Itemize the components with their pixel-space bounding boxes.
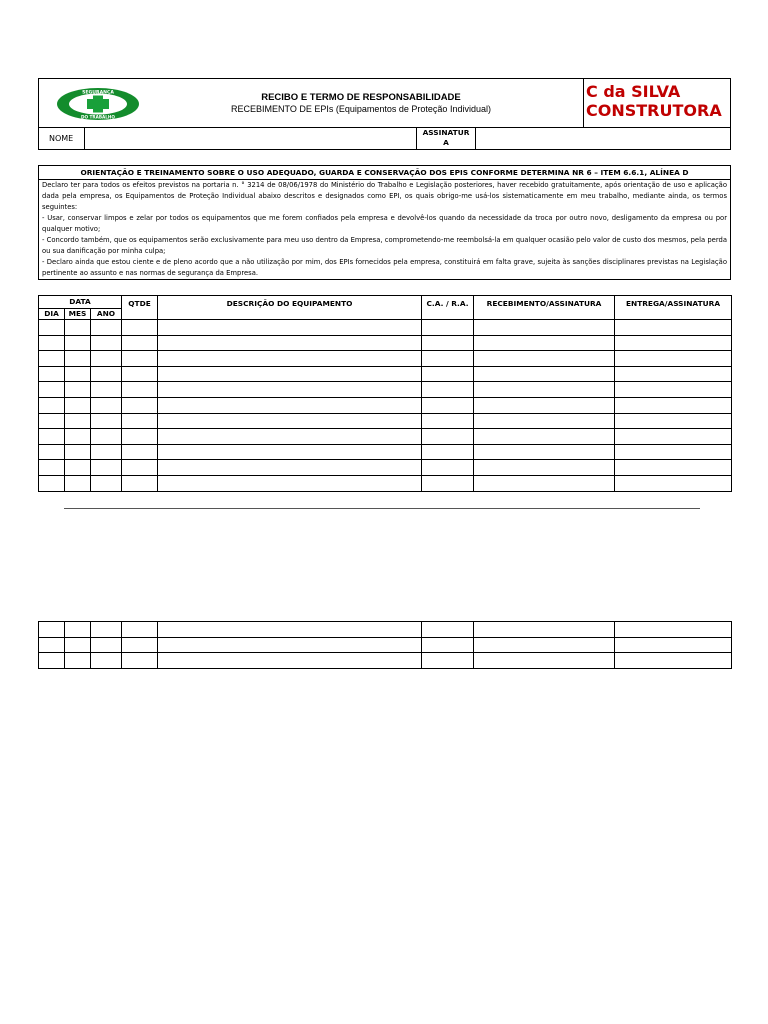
day-cell[interactable] [39,460,65,476]
description-header: DESCRIÇÃO DO EQUIPAMENTO [158,296,422,320]
ca-cell[interactable] [422,413,474,429]
year-cell[interactable] [91,366,122,382]
year-cell[interactable] [91,413,122,429]
receipt-signature-cell[interactable] [474,335,615,351]
table-row [39,637,732,653]
receipt-signature-cell[interactable] [474,413,615,429]
description-cell[interactable] [158,622,422,638]
year-cell[interactable] [91,637,122,653]
day-cell[interactable] [39,653,65,669]
receipt-header: RECEBIMENTO/ASSINATURA [474,296,615,320]
ca-cell[interactable] [422,460,474,476]
ca-header: C.A. / R.A. [422,296,474,320]
orientation-paragraph: - Usar, conservar limpos e zelar por todos os equipamentos que me forem confiados pela empresa e devolvê-los quando da necessidade da troca por outro novo, desligamento da empresa ou por qualquer motivo; [42,214,727,233]
qty-cell[interactable] [122,397,158,413]
ca-cell[interactable] [422,444,474,460]
year-cell[interactable] [91,335,122,351]
month-cell[interactable] [65,397,91,413]
form-header [38,78,731,128]
ca-cell[interactable] [422,622,474,638]
description-cell[interactable] [158,444,422,460]
ca-cell[interactable] [422,382,474,398]
month-cell[interactable] [65,335,91,351]
month-cell[interactable] [65,382,91,398]
month-cell[interactable] [65,413,91,429]
delivery-signature-cell[interactable] [615,320,732,336]
table-row [39,460,732,476]
year-cell[interactable] [91,397,122,413]
separator-line [64,508,700,509]
day-cell[interactable] [39,397,65,413]
qty-cell[interactable] [122,622,158,638]
delivery-signature-cell[interactable] [615,366,732,382]
month-cell[interactable] [65,444,91,460]
year-cell[interactable] [91,444,122,460]
orientation-box [38,165,731,280]
table-row [39,397,732,413]
description-cell[interactable] [158,429,422,445]
logo-bottom-text: DO TRABALHO [81,114,115,120]
delivery-signature-cell[interactable] [615,653,732,669]
month-cell[interactable] [65,320,91,336]
year-cell[interactable] [91,653,122,669]
ca-cell[interactable] [422,397,474,413]
delivery-signature-cell[interactable] [615,622,732,638]
description-cell[interactable] [158,351,422,367]
table-row [39,653,732,669]
day-cell[interactable] [39,335,65,351]
ca-cell[interactable] [422,320,474,336]
orientation-text [39,180,730,279]
day-cell[interactable] [39,382,65,398]
description-cell[interactable] [158,320,422,336]
delivery-signature-cell[interactable] [615,637,732,653]
form-subtitle: RECEBIMENTO DE EPIs (Equipamentos de Proteção Individual) [231,104,491,114]
delivery-signature-cell[interactable] [615,382,732,398]
ca-cell[interactable] [422,429,474,445]
receipt-signature-cell[interactable] [474,653,615,669]
month-cell[interactable] [65,366,91,382]
logo-cell [39,79,139,127]
receipt-signature-cell[interactable] [474,622,615,638]
delivery-signature-cell[interactable] [615,397,732,413]
delivery-signature-cell[interactable] [615,351,732,367]
month-header: MES [65,309,91,320]
delivery-signature-cell[interactable] [615,460,732,476]
month-cell[interactable] [65,460,91,476]
signature-label: ASSINATUR A [422,128,470,147]
qty-cell[interactable] [122,475,158,491]
receipt-signature-cell[interactable] [474,429,615,445]
qty-cell[interactable] [122,429,158,445]
day-cell[interactable] [39,413,65,429]
orientation-title: ORIENTAÇÃO E TREINAMENTO SOBRE O USO ADEQUADO, GUARDA E CONSERVAÇÃO DOS EPIS CONFORME DETERMINA NR 6 – ITEM 6.6.1, ALÍNEA D [39,166,730,180]
ca-cell[interactable] [422,653,474,669]
day-cell[interactable] [39,351,65,367]
year-cell[interactable] [91,460,122,476]
day-cell[interactable] [39,637,65,653]
equipment-table-continued [38,621,732,669]
year-cell[interactable] [91,475,122,491]
year-cell[interactable] [91,382,122,398]
form-title: RECIBO E TERMO DE RESPONSABILIDADE [261,92,461,103]
company-name [583,79,731,127]
receipt-signature-cell[interactable] [474,351,615,367]
qty-cell[interactable] [122,444,158,460]
ca-cell[interactable] [422,366,474,382]
delivery-signature-cell[interactable] [615,475,732,491]
table-row [39,351,732,367]
name-field[interactable] [85,128,415,149]
orientation-paragraph: - Concordo também, que os equipamentos serão exclusivamente para meu uso dentro da Empresa, comprometendo-me reembolsá-la em qualquer ocasião pelo valor de custo dos mesmos, pela perda ou sua danificação por minha culpa; [42,236,727,255]
receipt-signature-cell[interactable] [474,444,615,460]
day-cell[interactable] [39,444,65,460]
table-row [39,444,732,460]
receipt-signature-cell[interactable] [474,475,615,491]
day-cell[interactable] [39,429,65,445]
delivery-signature-cell[interactable] [615,444,732,460]
qty-cell[interactable] [122,366,158,382]
ca-cell[interactable] [422,475,474,491]
name-signature-row [38,127,731,150]
table-row [39,475,732,491]
ca-cell[interactable] [422,335,474,351]
qty-cell[interactable] [122,413,158,429]
receipt-signature-cell[interactable] [474,382,615,398]
receipt-signature-cell[interactable] [474,460,615,476]
receipt-signature-cell[interactable] [474,366,615,382]
delivery-signature-cell[interactable] [615,335,732,351]
safety-logo [56,87,140,121]
month-cell[interactable] [65,429,91,445]
qty-cell[interactable] [122,335,158,351]
qty-cell[interactable] [122,382,158,398]
table-row [39,335,732,351]
date-header: DATA [39,296,122,309]
qty-cell[interactable] [122,460,158,476]
table-row [39,622,732,638]
month-cell[interactable] [65,653,91,669]
ca-cell[interactable] [422,351,474,367]
logo-top-text: SEGURANÇA [82,90,114,96]
qty-cell[interactable] [122,351,158,367]
ca-cell[interactable] [422,637,474,653]
orientation-paragraph: - Declaro ainda que estou ciente e de pleno acordo que a não utilização por mim, dos EPIs fornecidos pela empresa, constituirá em falta grave, sujeita às sanções disciplinares previstas na Legislação pertinente ao assunto e nas normas de segurança da Empresa. [42,258,727,277]
delivery-signature-cell[interactable] [615,413,732,429]
orientation-paragraph: Declaro ter para todos os efeitos previstos na portaria n. ° 3214 de 08/06/1978 do Ministério do Trabalho e Legislação posteriores, haver recebido gratuitamente, após orientação de uso e aplicação dada pela empresa, os Equipamentos de Proteção Individual abaixo descritos e designados como EPI, os quais obrigo-me usá-los sistematicamente em meu trabalho, mediante ainda, os termos seguintes: [42,181,727,211]
name-label: NOME [49,134,74,143]
table-row [39,429,732,445]
month-cell[interactable] [65,637,91,653]
year-header: ANO [91,309,122,320]
qty-cell[interactable] [122,320,158,336]
form-title-block [139,79,583,127]
qty-cell[interactable] [122,653,158,669]
description-cell[interactable] [158,366,422,382]
receipt-signature-cell[interactable] [474,397,615,413]
qty-cell[interactable] [122,637,158,653]
receipt-signature-cell[interactable] [474,320,615,336]
table-row [39,382,732,398]
day-header: DIA [39,309,65,320]
description-cell[interactable] [158,413,422,429]
day-cell[interactable] [39,622,65,638]
description-cell[interactable] [158,335,422,351]
year-cell[interactable] [91,622,122,638]
table-row [39,366,732,382]
year-cell[interactable] [91,351,122,367]
day-cell[interactable] [39,366,65,382]
day-cell[interactable] [39,475,65,491]
signature-field[interactable] [476,128,730,149]
company-name-line1: C da SILVA [586,82,681,101]
month-cell[interactable] [65,622,91,638]
table-row [39,413,732,429]
table-row [39,320,732,336]
description-cell[interactable] [158,382,422,398]
description-cell[interactable] [158,637,422,653]
year-cell[interactable] [91,429,122,445]
description-cell[interactable] [158,460,422,476]
qty-header: QTDE [122,296,158,320]
description-cell[interactable] [158,475,422,491]
month-cell[interactable] [65,351,91,367]
description-cell[interactable] [158,397,422,413]
year-cell[interactable] [91,320,122,336]
receipt-signature-cell[interactable] [474,637,615,653]
description-cell[interactable] [158,653,422,669]
delivery-header: ENTREGA/ASSINATURA [615,296,732,320]
company-name-line2: CONSTRUTORA [586,101,722,120]
delivery-signature-cell[interactable] [615,429,732,445]
equipment-table [38,295,732,492]
month-cell[interactable] [65,475,91,491]
day-cell[interactable] [39,320,65,336]
